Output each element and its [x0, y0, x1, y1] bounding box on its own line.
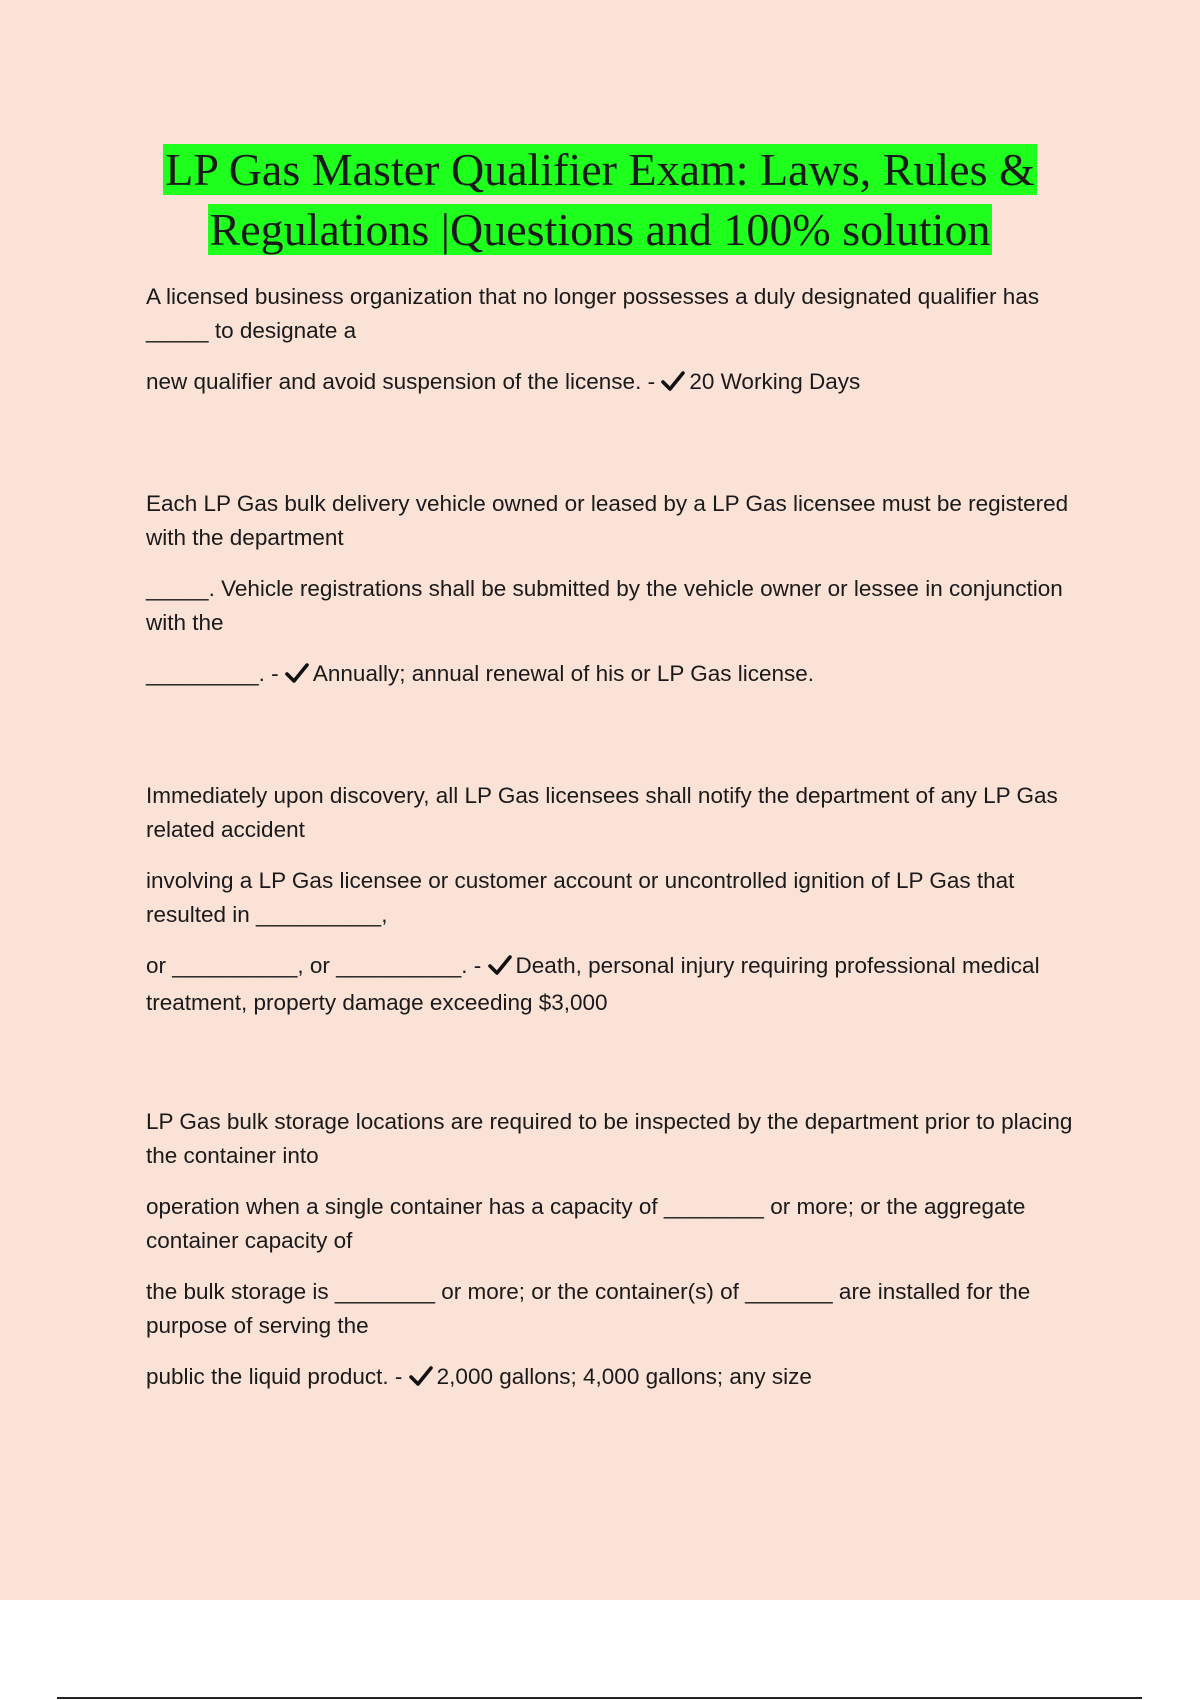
question-block — [146, 280, 1096, 402]
answer-text: Annually; annual renewal of his or LP Gas license. — [312, 661, 815, 686]
question-answer-line — [146, 657, 1096, 694]
question-text: LP Gas bulk storage locations are required to be inspected by the department prior to placing the container into — [146, 1109, 1073, 1168]
answer-text: 2,000 gallons; 4,000 gallons; any size — [436, 1364, 812, 1389]
question-text: _________. - — [146, 661, 279, 686]
title-line-1: LP Gas Master Qualifier Exam: Laws, Rules & — [165, 144, 1035, 195]
footer-divider — [57, 1697, 1142, 1699]
check-icon — [285, 660, 309, 694]
question-block — [146, 487, 1096, 694]
question-block — [146, 1105, 1096, 1397]
question-text: _____. Vehicle registrations shall be submitted by the vehicle owner or lessee in conjunction with the — [146, 576, 1063, 635]
answer-text: 20 Working Days — [689, 369, 861, 394]
question-answer-line — [146, 1360, 1096, 1397]
check-icon — [409, 1363, 433, 1397]
question-text: A licensed business organization that no longer possesses a duly designated qualifier has _____ to designate a — [146, 284, 1040, 343]
question-text: new qualifier and avoid suspension of the license. - — [146, 369, 656, 394]
check-icon — [488, 952, 512, 986]
question-text: Immediately upon discovery, all LP Gas licensees shall notify the department of any LP Gas related accident — [146, 783, 1058, 842]
question-text: involving a LP Gas licensee or customer account or uncontrolled ignition of LP Gas that resulted in __________, — [146, 868, 1015, 927]
question-list — [146, 280, 1096, 1414]
question-block — [146, 779, 1096, 1020]
question-text: or __________, or __________. - — [146, 953, 482, 978]
question-text: Each LP Gas bulk delivery vehicle owned or leased by a LP Gas licensee must be registered with the department — [146, 491, 1069, 550]
question-text: operation when a single container has a capacity of ________ or more; or the aggregate container capacity of — [146, 1194, 1026, 1253]
answer-text: Death, personal injury requiring professional medical treatment, property damage exceeding $3,000 — [146, 953, 1040, 1015]
title-line-2: Regulations |Questions and 100% solution — [209, 204, 991, 255]
question-text: the bulk storage is ________ or more; or the container(s) of _______ are installed for the purpose of serving the — [146, 1279, 1031, 1338]
question-answer-line — [146, 365, 1096, 402]
question-answer-line — [146, 949, 1096, 1020]
check-icon — [661, 368, 685, 402]
document-title — [0, 140, 1200, 260]
question-text: public the liquid product. - — [146, 1364, 403, 1389]
